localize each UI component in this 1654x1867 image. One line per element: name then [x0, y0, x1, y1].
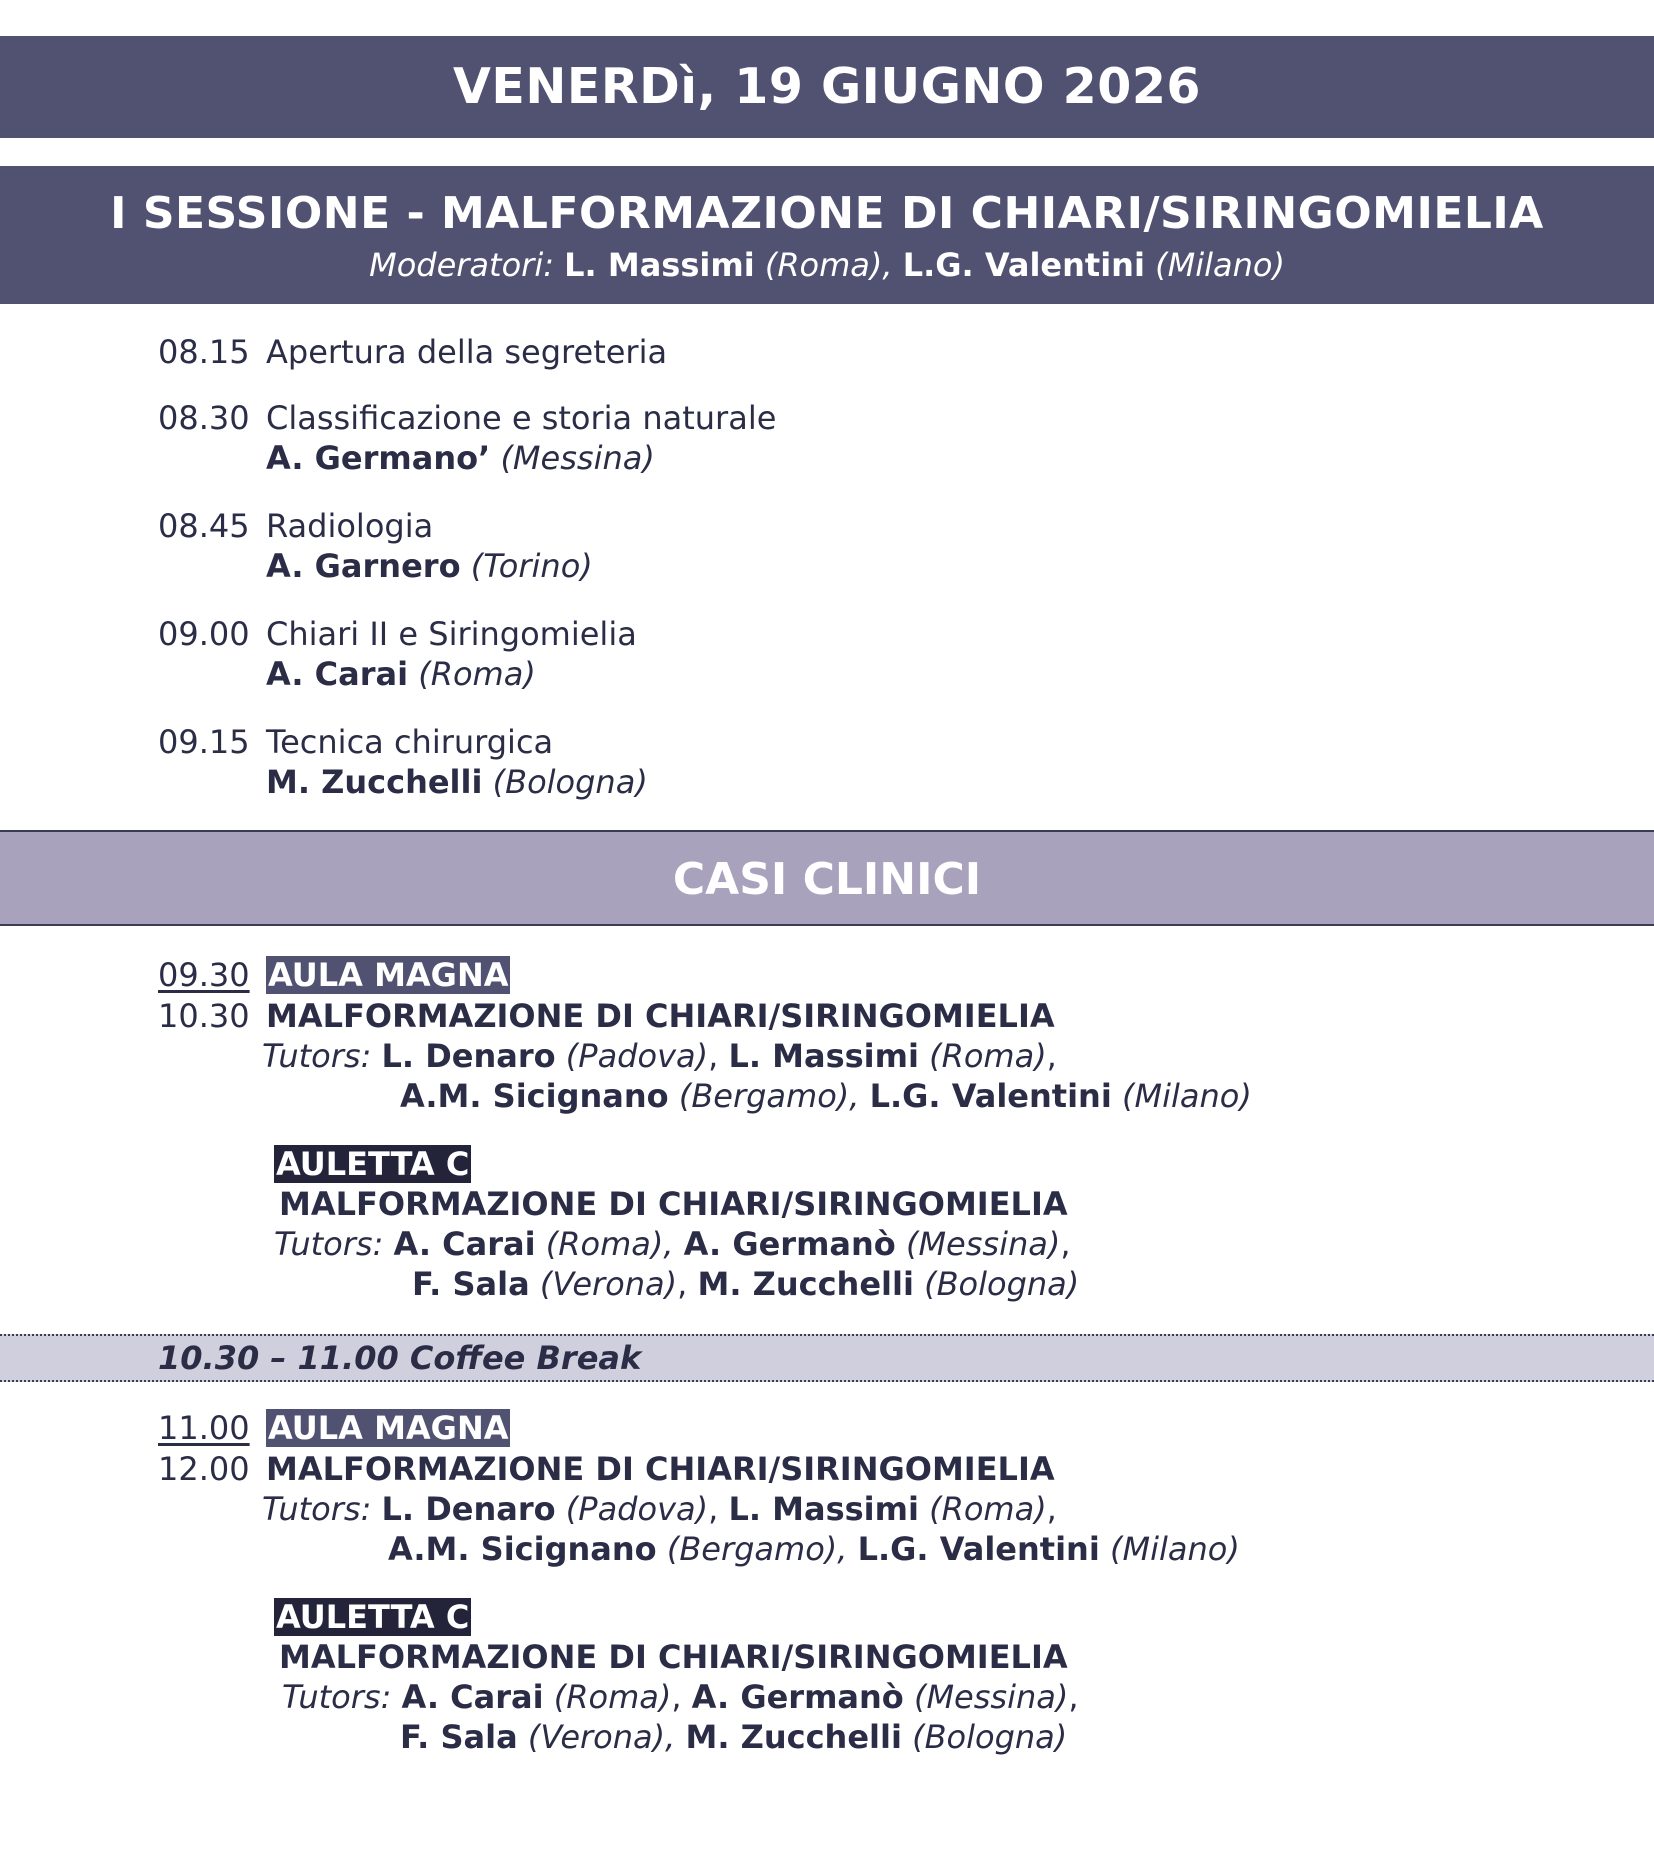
block2-room-b — [274, 1597, 471, 1637]
tutor-name: L.G. Valentini — [869, 1077, 1112, 1115]
room-tag-auletta-c: AULETTA C — [276, 1598, 470, 1636]
speaker-name: A. Garnero — [266, 547, 461, 585]
block1-tutors-b-line2 — [412, 1264, 1079, 1304]
block-end-time: 12.00 — [158, 1450, 250, 1488]
tutor-name: A. Germanò — [683, 1225, 896, 1263]
day-header — [0, 36, 1654, 138]
tutor-name: M. Zucchelli — [697, 1265, 914, 1303]
block1-tutors-b-line1 — [274, 1224, 1071, 1264]
tutor-name: L. Denaro — [381, 1490, 556, 1528]
program-time: 08.30 — [158, 399, 250, 437]
moderator-name: L. Massimi — [564, 246, 755, 284]
block2-tutors-a-line1 — [262, 1489, 1057, 1529]
casi-clinici-title: CASI CLINICI — [672, 854, 982, 905]
block1-topic-b — [279, 1184, 1068, 1224]
tutor-city: (Bergamo), — [666, 1530, 848, 1568]
tutor-city: (Verona) — [539, 1265, 678, 1303]
moderator-city: (Roma), — [764, 246, 893, 284]
tutor-city: (Messina) — [913, 1678, 1069, 1716]
speaker-name: A. Carai — [266, 655, 409, 693]
block-topic: MALFORMAZIONE DI CHIARI/SIRINGOMIELIA — [266, 997, 1055, 1035]
program-time: 09.15 — [158, 723, 250, 761]
tutor-sep: , — [708, 1037, 719, 1075]
block1-tutors-a-line2 — [400, 1076, 1252, 1116]
tutor-name: A. Carai — [393, 1225, 536, 1263]
room-tag-auletta-c: AULETTA C — [276, 1145, 470, 1183]
moderator-city: (Milano) — [1155, 246, 1285, 284]
speaker-city: (Messina) — [500, 439, 655, 477]
program-title: Classificazione e storia naturale — [266, 399, 777, 437]
program-time: 08.15 — [158, 333, 250, 371]
tutor-sep: , — [1046, 1490, 1057, 1528]
block-start-time: 09.30 — [158, 956, 250, 994]
moderators-label: Moderatori: — [369, 246, 554, 284]
speaker-city: (Bologna) — [492, 763, 648, 801]
day-title: VENERDì, 19 GIUGNO 2026 — [452, 58, 1202, 115]
tutor-name: L. Massimi — [728, 1037, 919, 1075]
tutor-city: (Roma) — [553, 1678, 672, 1716]
tutor-city: (Milano) — [1121, 1077, 1252, 1115]
block-topic: MALFORMAZIONE DI CHIARI/SIRINGOMIELIA — [279, 1185, 1068, 1223]
block2-topic-b — [279, 1637, 1068, 1677]
block1-tutors-a-line1 — [262, 1036, 1057, 1076]
program-time: 09.00 — [158, 615, 250, 653]
program-title: Chiari II e Siringomielia — [266, 615, 637, 653]
tutor-sep: , — [1060, 1225, 1071, 1263]
block2-tutors-b-line2 — [400, 1717, 1067, 1757]
tutor-city: (Roma) — [929, 1037, 1047, 1075]
tutor-city: (Verona), — [527, 1718, 676, 1756]
casi-clinici-header — [0, 830, 1654, 926]
tutor-city: (Padova) — [565, 1490, 709, 1528]
program-time: 08.45 — [158, 507, 250, 545]
tutor-city: (Padova) — [565, 1037, 709, 1075]
block2-tutors-b-line1 — [282, 1677, 1079, 1717]
session-title: I SESSIONE - MALFORMAZIONE DI CHIARI/SIRINGOMIELIA — [110, 188, 1544, 239]
tutors-label: Tutors: — [262, 1037, 372, 1075]
tutors-label: Tutors: — [274, 1225, 384, 1263]
tutor-sep: , — [1068, 1678, 1079, 1716]
tutor-city: (Messina) — [905, 1225, 1061, 1263]
coffee-break-band — [0, 1334, 1654, 1382]
session-moderators — [0, 246, 1654, 284]
speaker-city: (Torino) — [470, 547, 593, 585]
coffee-break-label: 10.30 – 11.00 Coffee Break — [158, 1339, 642, 1377]
tutor-name: F. Sala — [412, 1265, 530, 1303]
room-tag-aula-magna: AULA MAGNA — [268, 1409, 509, 1447]
tutors-label: Tutors: — [282, 1678, 392, 1716]
tutor-sep: , — [677, 1265, 688, 1303]
moderator-name: L.G. Valentini — [902, 246, 1145, 284]
tutor-city: (Roma), — [545, 1225, 674, 1263]
tutor-sep: , — [708, 1490, 719, 1528]
block-topic: MALFORMAZIONE DI CHIARI/SIRINGOMIELIA — [279, 1638, 1068, 1676]
tutors-label: Tutors: — [262, 1490, 372, 1528]
tutor-city: (Bologna) — [924, 1265, 1080, 1303]
speaker-name: M. Zucchelli — [266, 763, 483, 801]
tutor-sep: , — [1046, 1037, 1057, 1075]
block1-room-b — [274, 1144, 471, 1184]
block-end-time: 10.30 — [158, 997, 250, 1035]
tutor-name: M. Zucchelli — [685, 1718, 902, 1756]
program-title: Tecnica chirurgica — [266, 723, 554, 761]
tutor-city: (Bologna) — [912, 1718, 1068, 1756]
tutor-name: L. Massimi — [728, 1490, 919, 1528]
block-start-time: 11.00 — [158, 1409, 250, 1447]
tutor-name: A.M. Sicignano — [388, 1530, 657, 1568]
block-topic: MALFORMAZIONE DI CHIARI/SIRINGOMIELIA — [266, 1450, 1055, 1488]
tutor-name: L.G. Valentini — [857, 1530, 1100, 1568]
tutor-sep: , — [671, 1678, 682, 1716]
room-tag-aula-magna: AULA MAGNA — [268, 956, 509, 994]
tutor-name: A. Germanò — [691, 1678, 904, 1716]
tutor-name: A.M. Sicignano — [400, 1077, 669, 1115]
tutor-name: A. Carai — [401, 1678, 544, 1716]
program-title: Apertura della segreteria — [266, 333, 668, 371]
tutor-name: F. Sala — [400, 1718, 518, 1756]
tutor-city: (Milano) — [1109, 1530, 1240, 1568]
block2-tutors-a-line2 — [388, 1529, 1240, 1569]
program-title: Radiologia — [266, 507, 434, 545]
session-header — [0, 166, 1654, 304]
speaker-name: A. Germano’ — [266, 439, 491, 477]
tutor-name: L. Denaro — [381, 1037, 556, 1075]
tutor-city: (Roma) — [929, 1490, 1047, 1528]
speaker-city: (Roma) — [418, 655, 536, 693]
tutor-city: (Bergamo), — [678, 1077, 860, 1115]
